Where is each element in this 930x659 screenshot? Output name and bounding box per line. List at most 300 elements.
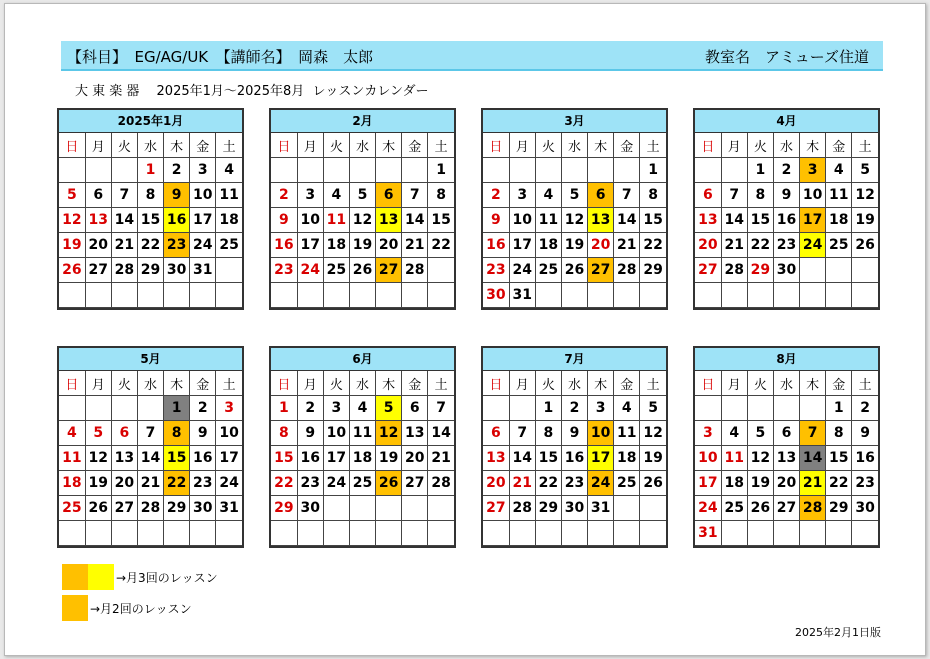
legend-three-lessons xyxy=(62,564,218,590)
week-row xyxy=(483,158,666,183)
week-row xyxy=(271,471,454,496)
weekday-header: 日 xyxy=(483,371,509,396)
day-cell: 24 xyxy=(190,233,216,258)
day-cell: 28 xyxy=(111,258,137,283)
day-cell: 13 xyxy=(773,446,799,471)
day-cell: 13 xyxy=(695,208,721,233)
empty-day-cell xyxy=(216,521,242,546)
day-cell: 6 xyxy=(85,183,111,208)
empty-day-cell xyxy=(773,396,799,421)
day-cell: 22 xyxy=(535,471,561,496)
weekday-row xyxy=(59,371,242,396)
day-cell: 5 xyxy=(376,396,402,421)
day-cell: 28 xyxy=(402,258,428,283)
empty-day-cell xyxy=(721,396,747,421)
day-cell: 9 xyxy=(483,208,509,233)
weekday-header: 日 xyxy=(695,133,721,158)
day-cell: 31 xyxy=(695,521,721,546)
empty-day-cell xyxy=(640,283,666,308)
day-cell: 17 xyxy=(190,208,216,233)
weekday-header: 水 xyxy=(773,371,799,396)
day-cell: 22 xyxy=(137,233,163,258)
day-cell: 25 xyxy=(59,496,85,521)
week-row xyxy=(483,258,666,283)
version-date: 2025年2月1日版 xyxy=(795,626,881,639)
weekday-header: 土 xyxy=(216,371,242,396)
day-cell: 10 xyxy=(323,421,349,446)
day-cell: 3 xyxy=(190,158,216,183)
week-row xyxy=(695,396,878,421)
month-calendar xyxy=(693,346,880,548)
day-cell: 21 xyxy=(428,446,454,471)
weekday-header: 火 xyxy=(323,371,349,396)
day-cell: 12 xyxy=(376,421,402,446)
day-cell: 20 xyxy=(376,233,402,258)
day-cell: 8 xyxy=(164,421,190,446)
empty-day-cell xyxy=(111,396,137,421)
week-row xyxy=(695,283,878,308)
week-row xyxy=(695,158,878,183)
day-cell: 22 xyxy=(428,233,454,258)
day-cell: 31 xyxy=(509,283,535,308)
day-cell: 22 xyxy=(826,471,852,496)
day-cell: 20 xyxy=(85,233,111,258)
calendar-page xyxy=(4,3,926,656)
day-cell: 19 xyxy=(561,233,587,258)
day-cell: 1 xyxy=(428,158,454,183)
day-cell: 13 xyxy=(85,208,111,233)
day-cell: 4 xyxy=(826,158,852,183)
day-cell: 28 xyxy=(137,496,163,521)
day-cell: 14 xyxy=(800,446,826,471)
weekday-header: 土 xyxy=(640,133,666,158)
weekday-row xyxy=(271,371,454,396)
empty-day-cell xyxy=(402,158,428,183)
empty-day-cell xyxy=(852,283,878,308)
weekday-header: 水 xyxy=(561,371,587,396)
day-cell: 21 xyxy=(614,233,640,258)
day-cell: 10 xyxy=(216,421,242,446)
week-row xyxy=(483,283,666,308)
day-cell: 10 xyxy=(509,208,535,233)
day-cell: 25 xyxy=(826,233,852,258)
day-cell: 8 xyxy=(271,421,297,446)
day-cell: 1 xyxy=(535,396,561,421)
empty-day-cell xyxy=(59,396,85,421)
weekday-header: 火 xyxy=(747,371,773,396)
day-cell: 8 xyxy=(137,183,163,208)
day-cell: 12 xyxy=(85,446,111,471)
day-cell: 12 xyxy=(561,208,587,233)
day-cell: 3 xyxy=(800,158,826,183)
day-cell: 26 xyxy=(85,496,111,521)
month-calendar xyxy=(481,346,668,548)
month-title: 4月 xyxy=(695,110,878,133)
empty-day-cell xyxy=(164,283,190,308)
month-table xyxy=(271,133,454,308)
legend-three-text: →月3回のレッスン xyxy=(116,570,218,585)
empty-day-cell xyxy=(640,496,666,521)
day-cell: 10 xyxy=(297,208,323,233)
weekday-row xyxy=(483,371,666,396)
day-cell: 5 xyxy=(852,158,878,183)
day-cell: 2 xyxy=(773,158,799,183)
month-calendar xyxy=(481,108,668,310)
week-row xyxy=(271,396,454,421)
day-cell: 22 xyxy=(640,233,666,258)
week-row xyxy=(271,421,454,446)
week-row xyxy=(483,496,666,521)
empty-day-cell xyxy=(509,396,535,421)
day-cell: 3 xyxy=(509,183,535,208)
weekday-header: 水 xyxy=(349,371,375,396)
weekday-header: 金 xyxy=(402,371,428,396)
weekday-header: 土 xyxy=(216,133,242,158)
empty-day-cell xyxy=(85,283,111,308)
day-cell: 17 xyxy=(216,446,242,471)
day-cell: 5 xyxy=(747,421,773,446)
month-table xyxy=(59,133,242,308)
classroom-label: 教室名 アミューズ住道 xyxy=(705,48,869,66)
empty-day-cell xyxy=(402,283,428,308)
weekday-header: 月 xyxy=(721,133,747,158)
day-cell: 30 xyxy=(483,283,509,308)
empty-day-cell xyxy=(588,283,614,308)
day-cell: 7 xyxy=(800,421,826,446)
day-cell: 9 xyxy=(271,208,297,233)
empty-day-cell xyxy=(85,396,111,421)
day-cell: 1 xyxy=(640,158,666,183)
empty-day-cell xyxy=(800,283,826,308)
day-cell: 9 xyxy=(164,183,190,208)
orange-swatch xyxy=(62,595,88,621)
yellow-swatch xyxy=(88,564,114,590)
day-cell: 11 xyxy=(614,421,640,446)
weekday-header: 木 xyxy=(164,371,190,396)
day-cell: 9 xyxy=(561,421,587,446)
week-row xyxy=(59,496,242,521)
month-title: 8月 xyxy=(695,348,878,371)
empty-day-cell xyxy=(695,283,721,308)
day-cell: 7 xyxy=(402,183,428,208)
week-row xyxy=(695,446,878,471)
weekday-header: 木 xyxy=(800,371,826,396)
weekday-row xyxy=(59,133,242,158)
day-cell: 22 xyxy=(164,471,190,496)
empty-day-cell xyxy=(588,521,614,546)
day-cell: 6 xyxy=(111,421,137,446)
week-row xyxy=(59,233,242,258)
empty-day-cell xyxy=(111,521,137,546)
weekday-header: 土 xyxy=(428,133,454,158)
day-cell: 26 xyxy=(59,258,85,283)
day-cell: 5 xyxy=(85,421,111,446)
week-row xyxy=(59,421,242,446)
day-cell: 25 xyxy=(614,471,640,496)
day-cell: 15 xyxy=(826,446,852,471)
day-cell: 11 xyxy=(323,208,349,233)
legend-two-lessons xyxy=(62,595,192,621)
day-cell: 7 xyxy=(428,396,454,421)
day-cell: 1 xyxy=(747,158,773,183)
day-cell: 9 xyxy=(773,183,799,208)
day-cell: 4 xyxy=(216,158,242,183)
orange-swatch xyxy=(62,564,88,590)
day-cell: 8 xyxy=(428,183,454,208)
weekday-header: 土 xyxy=(640,371,666,396)
empty-day-cell xyxy=(349,158,375,183)
empty-day-cell xyxy=(561,521,587,546)
day-cell: 7 xyxy=(137,421,163,446)
day-cell: 1 xyxy=(271,396,297,421)
weekday-header: 金 xyxy=(614,371,640,396)
day-cell: 17 xyxy=(695,471,721,496)
day-cell: 23 xyxy=(271,258,297,283)
day-cell: 6 xyxy=(483,421,509,446)
empty-day-cell xyxy=(271,158,297,183)
day-cell: 19 xyxy=(59,233,85,258)
week-row xyxy=(59,283,242,308)
weekday-header: 月 xyxy=(297,371,323,396)
day-cell: 26 xyxy=(561,258,587,283)
day-cell: 23 xyxy=(190,471,216,496)
page-subtitle: 大 東 楽 器 2025年1月～2025年8月 レッスンカレンダー xyxy=(75,84,429,99)
empty-day-cell xyxy=(85,521,111,546)
day-cell: 21 xyxy=(721,233,747,258)
empty-day-cell xyxy=(483,396,509,421)
empty-day-cell xyxy=(721,521,747,546)
weekday-header: 金 xyxy=(826,133,852,158)
day-cell: 30 xyxy=(190,496,216,521)
day-cell: 6 xyxy=(402,396,428,421)
month-title: 6月 xyxy=(271,348,454,371)
day-cell: 1 xyxy=(137,158,163,183)
day-cell: 3 xyxy=(323,396,349,421)
empty-day-cell xyxy=(695,396,721,421)
month-title: 3月 xyxy=(483,110,666,133)
day-cell: 23 xyxy=(852,471,878,496)
empty-day-cell xyxy=(376,496,402,521)
week-row xyxy=(695,471,878,496)
day-cell: 10 xyxy=(588,421,614,446)
day-cell: 15 xyxy=(164,446,190,471)
day-cell: 28 xyxy=(509,496,535,521)
day-cell: 11 xyxy=(59,446,85,471)
day-cell: 20 xyxy=(588,233,614,258)
weekday-header: 土 xyxy=(428,371,454,396)
day-cell: 7 xyxy=(111,183,137,208)
month-table xyxy=(483,133,666,308)
day-cell: 23 xyxy=(164,233,190,258)
empty-day-cell xyxy=(271,521,297,546)
week-row xyxy=(483,471,666,496)
day-cell: 15 xyxy=(137,208,163,233)
empty-day-cell xyxy=(852,521,878,546)
empty-day-cell xyxy=(216,258,242,283)
day-cell: 19 xyxy=(349,233,375,258)
week-row xyxy=(271,446,454,471)
day-cell: 16 xyxy=(852,446,878,471)
day-cell: 16 xyxy=(561,446,587,471)
day-cell: 11 xyxy=(721,446,747,471)
day-cell: 4 xyxy=(535,183,561,208)
weekday-header: 水 xyxy=(561,133,587,158)
day-cell: 5 xyxy=(349,183,375,208)
day-cell: 14 xyxy=(111,208,137,233)
day-cell: 15 xyxy=(271,446,297,471)
weekday-header: 木 xyxy=(588,133,614,158)
day-cell: 28 xyxy=(614,258,640,283)
empty-day-cell xyxy=(695,158,721,183)
weekday-header: 金 xyxy=(614,133,640,158)
day-cell: 2 xyxy=(164,158,190,183)
day-cell: 29 xyxy=(164,496,190,521)
day-cell: 24 xyxy=(216,471,242,496)
empty-day-cell xyxy=(800,258,826,283)
day-cell: 21 xyxy=(509,471,535,496)
day-cell: 12 xyxy=(852,183,878,208)
empty-day-cell xyxy=(535,158,561,183)
week-row xyxy=(59,396,242,421)
day-cell: 2 xyxy=(483,183,509,208)
empty-day-cell xyxy=(535,521,561,546)
day-cell: 27 xyxy=(402,471,428,496)
day-cell: 24 xyxy=(509,258,535,283)
weekday-header: 日 xyxy=(271,371,297,396)
day-cell: 21 xyxy=(137,471,163,496)
day-cell: 2 xyxy=(297,396,323,421)
empty-day-cell xyxy=(561,283,587,308)
day-cell: 18 xyxy=(216,208,242,233)
day-cell: 12 xyxy=(747,446,773,471)
day-cell: 8 xyxy=(747,183,773,208)
day-cell: 14 xyxy=(509,446,535,471)
day-cell: 25 xyxy=(216,233,242,258)
day-cell: 27 xyxy=(85,258,111,283)
empty-day-cell xyxy=(428,521,454,546)
day-cell: 1 xyxy=(826,396,852,421)
day-cell: 30 xyxy=(164,258,190,283)
day-cell: 26 xyxy=(376,471,402,496)
day-cell: 30 xyxy=(773,258,799,283)
week-row xyxy=(695,421,878,446)
empty-day-cell xyxy=(721,158,747,183)
weekday-header: 火 xyxy=(111,371,137,396)
day-cell: 2 xyxy=(561,396,587,421)
week-row xyxy=(59,183,242,208)
day-cell: 19 xyxy=(85,471,111,496)
day-cell: 14 xyxy=(402,208,428,233)
weekday-header: 木 xyxy=(164,133,190,158)
day-cell: 15 xyxy=(640,208,666,233)
day-cell: 10 xyxy=(190,183,216,208)
week-row xyxy=(59,471,242,496)
day-cell: 25 xyxy=(323,258,349,283)
month-calendar xyxy=(269,108,456,310)
weekday-header: 日 xyxy=(483,133,509,158)
day-cell: 3 xyxy=(216,396,242,421)
month-calendar xyxy=(693,108,880,310)
day-cell: 4 xyxy=(349,396,375,421)
week-row xyxy=(695,258,878,283)
empty-day-cell xyxy=(59,283,85,308)
empty-day-cell xyxy=(509,521,535,546)
day-cell: 24 xyxy=(800,233,826,258)
day-cell: 6 xyxy=(695,183,721,208)
weekday-header: 月 xyxy=(721,371,747,396)
empty-day-cell xyxy=(297,521,323,546)
week-row xyxy=(59,258,242,283)
week-row xyxy=(271,158,454,183)
day-cell: 24 xyxy=(323,471,349,496)
week-row xyxy=(483,233,666,258)
empty-day-cell xyxy=(826,521,852,546)
empty-day-cell xyxy=(323,521,349,546)
day-cell: 27 xyxy=(111,496,137,521)
week-row xyxy=(59,158,242,183)
week-row xyxy=(59,446,242,471)
week-row xyxy=(271,183,454,208)
week-row xyxy=(695,208,878,233)
day-cell: 20 xyxy=(773,471,799,496)
day-cell: 24 xyxy=(588,471,614,496)
day-cell: 14 xyxy=(137,446,163,471)
day-cell: 5 xyxy=(561,183,587,208)
week-row xyxy=(695,496,878,521)
day-cell: 17 xyxy=(323,446,349,471)
day-cell: 29 xyxy=(535,496,561,521)
day-cell: 19 xyxy=(852,208,878,233)
empty-day-cell xyxy=(826,283,852,308)
day-cell: 17 xyxy=(297,233,323,258)
day-cell: 22 xyxy=(747,233,773,258)
day-cell: 29 xyxy=(271,496,297,521)
month-table xyxy=(271,371,454,546)
day-cell: 27 xyxy=(588,258,614,283)
day-cell: 26 xyxy=(640,471,666,496)
day-cell: 13 xyxy=(111,446,137,471)
empty-day-cell xyxy=(323,496,349,521)
day-cell: 19 xyxy=(376,446,402,471)
weekday-header: 月 xyxy=(85,133,111,158)
legend-two-text: →月2回のレッスン xyxy=(90,601,192,616)
weekday-header: 日 xyxy=(271,133,297,158)
day-cell: 16 xyxy=(773,208,799,233)
day-cell: 20 xyxy=(695,233,721,258)
day-cell: 3 xyxy=(588,396,614,421)
day-cell: 13 xyxy=(588,208,614,233)
weekday-header: 金 xyxy=(402,133,428,158)
week-row xyxy=(483,183,666,208)
week-row xyxy=(695,521,878,546)
day-cell: 15 xyxy=(747,208,773,233)
day-cell: 31 xyxy=(190,258,216,283)
day-cell: 28 xyxy=(428,471,454,496)
empty-day-cell xyxy=(428,496,454,521)
weekday-header: 木 xyxy=(376,133,402,158)
weekday-header: 月 xyxy=(509,133,535,158)
day-cell: 27 xyxy=(376,258,402,283)
empty-day-cell xyxy=(216,283,242,308)
empty-day-cell xyxy=(376,158,402,183)
empty-day-cell xyxy=(800,521,826,546)
empty-day-cell xyxy=(747,283,773,308)
day-cell: 10 xyxy=(695,446,721,471)
day-cell: 6 xyxy=(376,183,402,208)
day-cell: 11 xyxy=(826,183,852,208)
day-cell: 9 xyxy=(190,421,216,446)
day-cell: 18 xyxy=(826,208,852,233)
